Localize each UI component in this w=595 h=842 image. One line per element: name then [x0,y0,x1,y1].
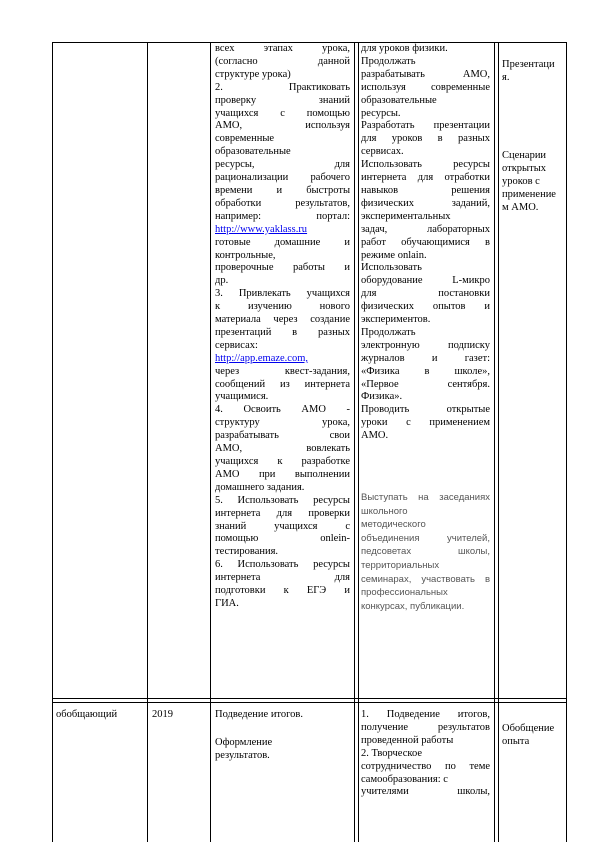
row2-stage: обобщающий [56,709,118,720]
text-line: конкурсах, публикации. [361,600,465,612]
text-line: др. [215,275,229,287]
text-line: 6. Использовать ресурсы [215,559,350,571]
text-line: самообразования: с [361,773,448,785]
row2-col3-summary: Подведение итогов. [215,709,304,720]
text-line: методического [361,519,426,531]
row2-col4-actions [361,709,490,799]
text-line: АМО при выполнении [215,468,350,480]
text-line: образовательные [361,94,437,106]
row1-col5-presentation [502,58,564,84]
text-line: сотрудничество по теме [361,760,490,772]
table-border-col4-left [354,42,355,842]
text-line: проверочные работы и [215,262,350,274]
text-line: например: портал: [215,210,350,222]
text-line: Проводить открытые [361,404,490,416]
text-line: проведенной работы [361,734,454,746]
text-line: готовые домашние и [215,236,350,248]
text-line: структуре урока) [215,68,291,80]
text-line: ресурсы. [361,107,401,119]
text-line: профессиональных [361,587,448,599]
text-line: АМО. [361,430,389,442]
text-line: «Физика в школе», [361,365,490,377]
text-line: 4. Освоить АМО - [215,404,350,416]
text-line: учащихся к разработке [215,456,350,467]
text-line: современные [215,133,275,145]
table-border-left [52,42,53,842]
text-line: помощью onlein- [215,533,350,545]
text-line: Сценарии [502,150,547,161]
row-divider [52,698,566,699]
web-link[interactable]: http://app.emaze.com, [215,352,309,364]
text-line: АМО, вовлекать [215,443,350,455]
text-line: работ обучающимися в [361,236,490,248]
text-line: ресурсы, для [215,159,350,171]
text-line: объединения учителей, [361,532,490,544]
table-border-col4-left-double [358,42,359,842]
text-line: открытых [502,163,546,174]
row2-year: 2019 [152,709,173,720]
text-line: педсоветах школы, [361,546,490,558]
text-line: всех этапах урока, [215,43,350,54]
text-line: интернета для отработки [361,172,490,184]
text-line: сервисах: [215,339,258,351]
text-line: сообщений из интернета [215,378,350,390]
text-line: уроков с [502,176,540,187]
text-line: Обобщение [502,723,555,734]
text-line: учителями школы, [361,786,490,798]
text-line: учащихся с помощью [215,107,350,119]
text-line: ГИА. [215,597,239,609]
text-line: времени и быстроты [215,184,350,196]
text-line: применение [502,189,556,200]
text-line: семинарах, участвовать в [361,573,490,585]
text-line: навыков решения [361,184,490,196]
text-line: м АМО. [502,202,539,213]
web-link[interactable]: http://www.yaklass.ru [215,223,308,235]
text-line: обработки результатов, [215,197,350,209]
text-line: к изучению нового [215,301,350,313]
text-line: 5. Использовать ресурсы [215,494,350,506]
text-line: оборудование L-микро [361,275,490,287]
row-divider-double [52,702,566,703]
text-line: школьного [361,505,408,517]
text-line: Выступать на заседаниях [361,492,490,503]
text-line: интернета для [215,572,350,584]
row1-col5-scenarios [502,149,564,214]
text-line: экспериментов. [361,314,431,326]
text-line: Физика». [361,391,403,403]
row1-col4-actions-continued [361,491,490,613]
text-line: территориальных [361,559,440,571]
row2-col5-generalization [502,723,564,749]
text-line: для уроков физики. [361,43,448,54]
text-line: физических опытов и [361,301,490,313]
text-line: Оформление [215,737,273,748]
table-border-col2 [147,42,148,842]
text-line: экспериментальных [361,210,451,222]
row1-col4-actions [361,43,490,443]
text-line: сервисах. [361,146,404,158]
text-line: задач, лабораторных [361,223,490,235]
text-line: 1. Подведение итогов, [361,709,490,720]
table-border-right [566,42,567,842]
text-line: используя современные [361,81,490,93]
text-line: интернета для проверки [215,507,350,519]
text-line: разрабатывать АМО, [361,68,490,80]
text-line: результатов. [215,749,270,761]
text-line: опыта [502,735,530,747]
text-line: 3. Привлекать учащихся [215,288,350,300]
text-line: электронную подписку [361,339,490,351]
table-border-col4-right [494,42,495,842]
text-line: для уроков в разных [361,133,490,145]
text-line: «Первое сентября. [361,378,490,390]
text-line: 2. Практиковать [215,81,350,93]
text-line: рационализации рабочего [215,172,350,184]
row2-col3-results [215,737,350,763]
text-line: Разработать презентации [361,120,490,132]
text-line: 2. Творческое [361,747,422,759]
text-line: я. [502,72,510,83]
text-line: получение результатов [361,721,490,733]
text-line: АМО, используя [215,120,350,132]
text-line: домашнего задания. [215,481,305,493]
text-line: знаний учащихся с [215,520,350,532]
row1-col3-goals [215,43,350,611]
text-line: учащимися. [215,391,269,403]
text-line: для постановки [361,288,490,300]
text-line: Продолжать [361,55,416,67]
text-line: образовательные [215,146,291,158]
text-line: Продолжать [361,326,416,338]
text-line: уроки с применением [361,417,490,429]
text-line: (согласно данной [215,55,350,67]
text-line: Использовать ресурсы [361,159,490,171]
text-line: разрабатывать свои [215,430,350,442]
text-line: материала через создание [215,314,350,326]
text-line: подготовки к ЕГЭ и [215,585,350,597]
text-line: режиме onlain. [361,249,427,261]
text-line: физических заданий, [361,197,490,209]
table-border-col3 [210,42,211,842]
text-line: контрольные, [215,249,276,261]
table-border-col4-right-double [498,42,499,842]
text-line: Презентаци [502,59,555,70]
text-line: структуру урока, [215,417,350,429]
text-line: журналов и газет: [361,352,490,364]
text-line: проверку знаний [215,94,350,106]
text-line: тестирования. [215,546,279,558]
text-line: через квест-задания, [215,365,350,377]
text-line: презентаций в разных [215,326,350,338]
text-line: Использовать [361,262,422,274]
